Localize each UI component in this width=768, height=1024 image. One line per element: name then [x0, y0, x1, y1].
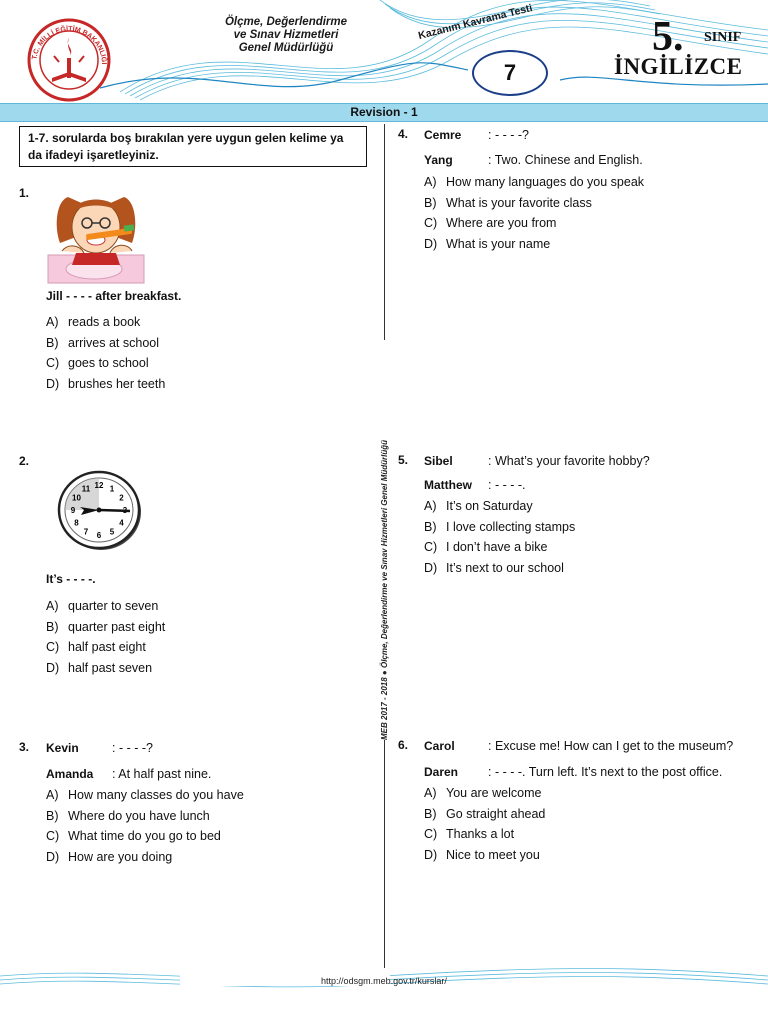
revision-title-bar: [0, 103, 768, 122]
option-text: Where are you from: [446, 216, 557, 230]
option-letter: B): [424, 806, 437, 821]
option-a[interactable]: [424, 496, 575, 517]
option-d[interactable]: [424, 234, 644, 255]
option-text: It’s on Saturday: [446, 499, 533, 513]
option-letter: D): [46, 660, 60, 675]
question-5-number: 5.: [398, 453, 409, 467]
test-type-label: Kazanım Kavrama Testi: [417, 2, 534, 42]
clock-numeral: 2: [119, 493, 124, 503]
option-letter: D): [424, 236, 438, 251]
option-c[interactable]: [46, 826, 244, 847]
question-4-number: 4.: [398, 127, 409, 141]
speaker-name: Sibel: [424, 454, 453, 468]
question-1-stem-name: Jill: [46, 289, 63, 303]
question-5-options: [424, 496, 575, 578]
option-text: How many classes do you have: [68, 788, 244, 802]
question-3-number: 3.: [19, 740, 30, 754]
question-6-dialogue-line-1: [424, 737, 733, 755]
option-letter: A): [46, 599, 59, 613]
option-letter: D): [424, 560, 438, 575]
footer-url[interactable]: [0, 976, 768, 986]
option-a[interactable]: [46, 312, 165, 333]
speaker-name: Yang: [424, 153, 453, 167]
test-number: 7: [503, 60, 517, 85]
organization-name: [196, 16, 376, 55]
option-d[interactable]: [46, 847, 244, 868]
clock-numeral: 4: [119, 518, 124, 528]
option-c[interactable]: [424, 824, 545, 845]
option-b[interactable]: [424, 193, 644, 214]
question-2-number: 2.: [19, 454, 30, 468]
subject-title: İNGİLİZCE: [614, 54, 743, 79]
question-5-dialogue-line-1: [424, 452, 650, 470]
clock-numeral: 5: [109, 527, 115, 537]
clock-numeral: 10: [72, 493, 81, 503]
option-text: half past seven: [68, 660, 153, 675]
option-text: It’s next to our school: [446, 560, 564, 575]
option-a[interactable]: [46, 596, 165, 617]
option-letter: D): [424, 847, 438, 862]
option-letter: D): [46, 849, 60, 864]
side-text-label: MEB 2017 - 2018 ● Ölçme, Değerlendirme ve Sınav Hizmetleri Genel Müdürlüğü: [380, 439, 389, 740]
option-text: What time do you go to bed: [68, 829, 221, 843]
clock-numeral: 1: [109, 484, 115, 494]
speaker-text: : Excuse me! How can I get to the museum?: [488, 739, 734, 753]
question-3-dialogue-line-2: [46, 765, 211, 783]
option-b[interactable]: [46, 806, 244, 827]
footer-url-text[interactable]: http://odsgm.meb.gov.tr/kurslar/: [321, 976, 447, 986]
speaker-text: : - - - -. Turn left. It’s next to the post office.: [488, 765, 723, 779]
logo-text: T.C. MİLLİ EĞİTİM BAKANLIĞI: [31, 25, 108, 65]
option-text: half past eight: [68, 640, 146, 654]
option-d[interactable]: [46, 658, 165, 679]
speaker-text: : What’s your favorite hobby?: [488, 454, 650, 468]
org-line-1: Ölçme, Değerlendirme: [224, 16, 348, 28]
option-b[interactable]: [46, 333, 165, 354]
speaker-name: Amanda: [46, 767, 94, 781]
option-b[interactable]: [424, 517, 575, 538]
option-letter: A): [46, 315, 59, 329]
question-1-stem: [46, 289, 181, 303]
clock-numeral: 6: [96, 531, 102, 540]
option-text: You are welcome: [446, 786, 542, 800]
option-a[interactable]: [424, 172, 644, 193]
option-letter: B): [46, 619, 59, 634]
option-letter: B): [46, 335, 59, 350]
clock-illustration: [56, 469, 144, 553]
org-line-3: Genel Müdürlüğü: [238, 42, 334, 54]
option-letter: D): [46, 376, 60, 391]
instruction-box: [19, 126, 367, 167]
option-b[interactable]: [46, 617, 165, 638]
girl-brushing-teeth-illustration: [46, 193, 146, 285]
option-text: brushes her teeth: [68, 376, 166, 391]
ministry-logo: [24, 16, 114, 104]
question-6-options: [424, 783, 545, 865]
option-text: What is your name: [446, 236, 551, 251]
clock-minute-hand: [99, 510, 130, 511]
option-text: How are you doing: [68, 849, 173, 864]
question-1-stem-rest: - - - - after breakfast.: [66, 289, 182, 303]
question-6-dialogue-line-2: [424, 763, 722, 781]
option-letter: C): [46, 356, 60, 370]
option-text: Go straight ahead: [446, 806, 546, 821]
option-text: Nice to meet you: [446, 847, 540, 862]
option-letter: C): [46, 829, 60, 843]
option-text: How many languages do you speak: [446, 175, 645, 189]
speaker-name: Daren: [424, 765, 459, 779]
option-text: What is your favorite class: [446, 195, 592, 210]
grade-number: 5.: [652, 14, 684, 60]
speaker-text: : Two. Chinese and English.: [488, 153, 643, 167]
speaker-text: : - - - -?: [488, 128, 529, 142]
option-text: reads a book: [68, 315, 141, 329]
option-c[interactable]: [424, 213, 644, 234]
option-c[interactable]: [46, 637, 165, 658]
question-3-options: [46, 785, 244, 867]
option-letter: A): [46, 788, 59, 802]
clock-numeral: 12: [94, 481, 104, 490]
clock-numeral: 11: [81, 484, 91, 494]
option-letter: A): [424, 175, 437, 189]
test-number-badge: [472, 50, 548, 96]
option-a[interactable]: [424, 783, 545, 804]
option-letter: A): [424, 499, 437, 513]
question-2-options: [46, 596, 165, 678]
speaker-name: Carol: [424, 739, 455, 753]
option-letter: C): [424, 540, 438, 554]
option-text: quarter past eight: [68, 619, 166, 634]
clock-numeral: 8: [74, 518, 79, 528]
speaker-text: : - - - -.: [488, 478, 526, 492]
option-letter: B): [424, 195, 437, 210]
question-3-dialogue-line-1: [46, 739, 153, 757]
option-d[interactable]: [424, 845, 545, 866]
option-letter: C): [424, 827, 438, 841]
question-6-number: 6.: [398, 738, 409, 752]
option-a[interactable]: [46, 785, 244, 806]
option-letter: C): [46, 640, 60, 654]
grade-word: SINIF: [704, 30, 742, 45]
option-c[interactable]: [46, 353, 165, 374]
question-4-options: [424, 172, 644, 254]
clock-numeral: 9: [70, 506, 76, 515]
question-5-dialogue-line-2: [424, 476, 526, 494]
speaker-text: : - - - -?: [112, 741, 153, 755]
option-text: I don’t have a bike: [446, 540, 548, 554]
option-letter: B): [424, 519, 437, 534]
option-c[interactable]: [424, 537, 575, 558]
option-text: goes to school: [68, 356, 149, 370]
question-4-dialogue-line-2: [424, 151, 643, 169]
option-b[interactable]: [424, 804, 545, 825]
option-text: quarter to seven: [68, 599, 159, 613]
org-line-2: ve Sınav Hizmetleri: [233, 29, 339, 41]
option-text: Where do you have lunch: [68, 808, 210, 823]
option-text: arrives at school: [68, 335, 160, 350]
speaker-text: : At half past nine.: [112, 767, 212, 781]
option-letter: C): [424, 216, 438, 230]
speaker-name: Matthew: [424, 478, 472, 492]
option-letter: B): [46, 808, 59, 823]
option-text: Thanks a lot: [446, 827, 515, 841]
instruction-text: 1-7. sorularda boş bırakılan yere uygun gelen kelime ya da ifadeyi işaretleyiniz.: [28, 131, 344, 162]
option-letter: A): [424, 786, 437, 800]
speaker-name: Kevin: [46, 741, 79, 755]
clock-numeral: 7: [83, 527, 89, 537]
option-d[interactable]: [424, 558, 575, 579]
option-text: I love collecting stamps: [446, 519, 576, 534]
revision-title: Revision - 1: [350, 105, 418, 119]
option-d[interactable]: [46, 374, 165, 395]
question-1-number: 1.: [19, 186, 30, 200]
question-1-options: [46, 312, 165, 394]
question-4-dialogue-line-1: [424, 126, 529, 144]
question-2-stem: It’s - - - -.: [46, 572, 96, 586]
speaker-name: Cemre: [424, 128, 462, 142]
